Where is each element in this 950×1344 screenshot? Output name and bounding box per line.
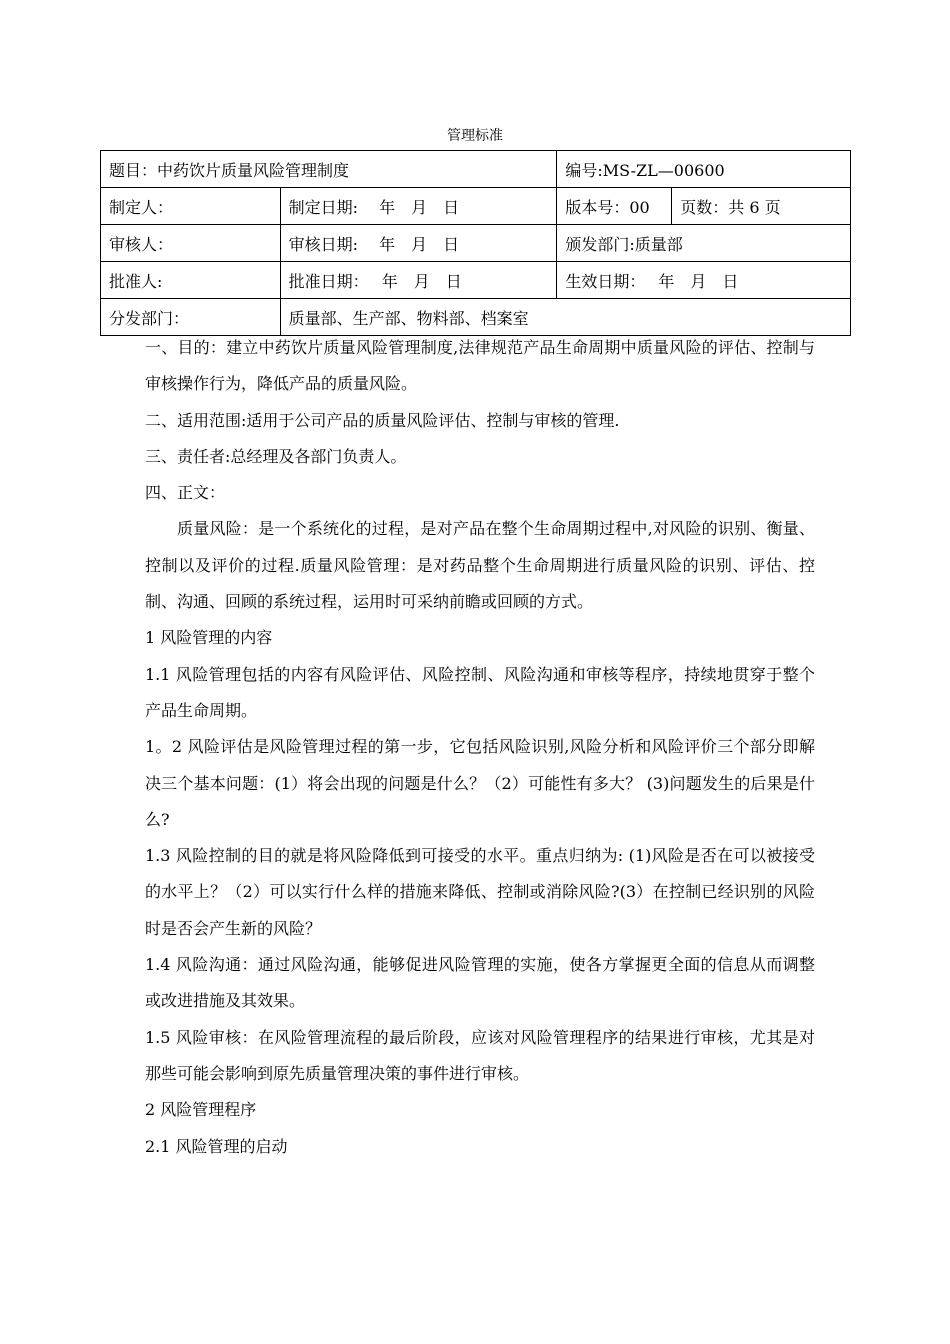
- main-text-heading: 四、正文：: [145, 483, 226, 503]
- scope-paragraph: 二、适用范围:适用于公司产品的质量风险评估、控制与审核的管理.: [145, 410, 620, 430]
- document-info-table: [100, 150, 851, 336]
- version-cell: 版本号：00: [557, 188, 672, 225]
- clause-paragraph: 1.4 风险沟通：通过风险沟通，能够促进风险管理的实施，使各方掌握更全面的信息从而调整或改进措施及其效果。: [145, 955, 815, 1011]
- responsibility-paragraph: 三、责任者:总经理及各部门负责人。: [145, 446, 407, 466]
- table-row: [101, 225, 851, 262]
- clause-paragraph: 1.1 风险管理包括的内容有风险评估、风险控制、风险沟通和审核等程序，持续地贯穿于整个产品生命周期。: [145, 664, 815, 720]
- effective-date-cell: 生效日期： 年 月 日: [557, 262, 851, 299]
- distribution-value-cell: 质量部、生产部、物料部、档案室: [280, 299, 850, 336]
- reviewer-cell: 审核人：: [101, 225, 281, 262]
- clause-paragraph: 1.5 风险审核：在风险管理流程的最后阶段，应该对风险管理程序的结果进行审核，尤其是对那些可能会影响到原先质量管理决策的事件进行审核。: [145, 1027, 815, 1083]
- table-row: [101, 188, 851, 225]
- clause-paragraph: 1.3 风险控制的目的就是将风险降低到可接受的水平。重点归纳为: (1)风险是否在可以被接受的水平上？（2）可以实行什么样的措施来降低、控制或消除风险?(3）在控制已经识别的风险时是否会产生新的风险？: [145, 846, 815, 938]
- document-header-title: 管理标准: [447, 128, 503, 144]
- author-cell: 制定人：: [101, 188, 281, 225]
- issuing-dept-cell: 颁发部门:质量部: [557, 225, 851, 262]
- document-body: [145, 330, 815, 1165]
- section-heading: 2 风险管理程序: [145, 1100, 257, 1120]
- table-row: [101, 151, 851, 188]
- clause-paragraph: 1。2 风险评估是风险管理过程的第一步，它包括风险识别,风险分析和风险评价三个部分即解决三个基本问题：(1）将会出现的问题是什么？（2）可能性有多大？ (3)问题发生的后果是什么?: [145, 737, 815, 829]
- distribution-label-cell: 分发部门：: [101, 299, 281, 336]
- pages-cell: 页数：共 6 页: [672, 188, 851, 225]
- definition-paragraph: 质量风险：是一个系统化的过程，是对产品在整个生命周期过程中,对风险的识别、衡量、控制以及评价的过程.质量风险管理：是对药品整个生命周期进行质量风险的识别、评估、控制、沟通、回顾的系统过程，运用时可采纳前瞻或回顾的方式。: [145, 519, 815, 612]
- review-date-cell: 审核日期: 年 月 日: [280, 225, 557, 262]
- approve-date-cell: 批准日期： 年 月 日: [280, 262, 557, 299]
- approver-cell: 批准人:: [101, 262, 281, 299]
- table-row: [101, 262, 851, 299]
- section-heading: 1 风险管理的内容: [145, 628, 273, 648]
- clause-heading: 2.1 风险管理的启动: [145, 1136, 288, 1156]
- document-code-cell: 编号:MS-ZL—00600: [557, 151, 851, 188]
- purpose-paragraph: 一、目的：建立中药饮片质量风险管理制度,法律规范产品生命周期中质量风险的评估、控制与审核操作行为，降低产品的质量风险。: [145, 338, 815, 394]
- document-title-cell: 题目：中药饮片质量风险管理制度: [101, 151, 557, 188]
- author-date-cell: 制定日期: 年 月 日: [280, 188, 557, 225]
